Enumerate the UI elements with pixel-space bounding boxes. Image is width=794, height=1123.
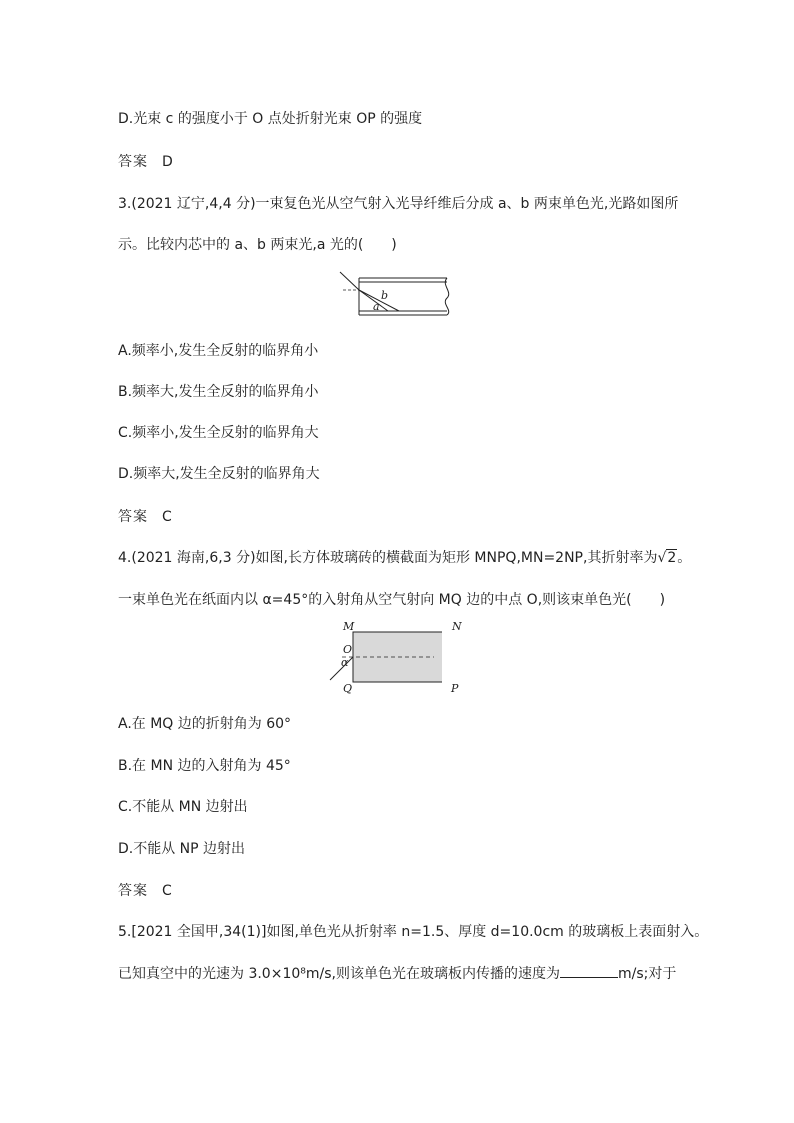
q4-option-d: D.不能从 NP 边射出 [118,841,246,857]
q3-answer [118,506,172,526]
glass-brick-figure [322,616,442,696]
label-m: M [343,620,355,633]
q5-stem-text: 已知真空中的光速为 3.0×10⁸m/s,则该单色光在玻璃板内传播的速度为 [118,966,560,982]
q4-option-c: C.不能从 MN 边射出 [118,799,248,815]
answer-label: 答案 [118,883,148,899]
q4-stem-line-1 [118,547,691,567]
label-a: a [373,300,380,313]
q5-stem-end: m/s;对于 [617,966,677,982]
q4-stem-line-2: 一束单色光在纸面内以 α=45°的入射角从空气射向 MQ 边的中点 O,则该束单色光( ) [118,592,666,608]
label-q: Q [343,682,353,695]
q3-option-d: D.频率大,发生全反射的临界角大 [118,466,320,482]
q3-stem-line-1: 3.(2021 辽宁,4,4 分)一束复色光从空气射入光导纤维后分成 a、b 两束单色光,光路如图所 [118,196,679,212]
q3-option-c: C.频率小,发生全反射的临界角大 [118,425,319,441]
q5-stem-line-1: 5.[2021 全国甲,34(1)]如图,单色光从折射率 n=1.5、厚度 d=10.0cm 的玻璃板上表面射入。 [118,924,709,940]
q5-stem-line-2 [118,963,676,983]
q4-answer [118,880,172,900]
sqrt-symbol: √2 [657,550,677,566]
q2-answer [118,151,173,171]
q3-option-a: A.频率小,发生全反射的临界角小 [118,343,319,359]
optical-fiber-figure [335,268,460,320]
label-alpha: α [341,656,349,669]
q4-option-a: A.在 MQ 边的折射角为 60° [118,716,292,732]
sqrt-arg: 2 [667,550,677,566]
answer-value: C [162,883,172,899]
answer-blank [560,965,618,978]
q4-stem-text: 4.(2021 海南,6,3 分)如图,长方体玻璃砖的横截面为矩形 MNPQ,MN=2NP,其折射率为 [118,550,658,566]
q4-stem-end: 。 [677,550,692,566]
answer-label: 答案 [118,154,148,170]
answer-label: 答案 [118,509,148,525]
q2-option-d: D.光束 c 的强度小于 O 点处折射光束 OP 的强度 [118,111,423,127]
q3-stem-line-2: 示。比较内芯中的 a、b 两束光,a 光的( ) [118,237,397,253]
label-p: P [451,682,459,695]
answer-value: D [162,154,173,170]
label-n: N [452,620,462,633]
answer-value: C [162,509,172,525]
label-b: b [381,289,389,302]
label-o: O [343,643,353,656]
glass-brick-figure-right-labels [442,616,466,696]
q3-option-b: B.频率大,发生全反射的临界角小 [118,384,319,400]
q4-option-b: B.在 MN 边的入射角为 45° [118,758,291,774]
